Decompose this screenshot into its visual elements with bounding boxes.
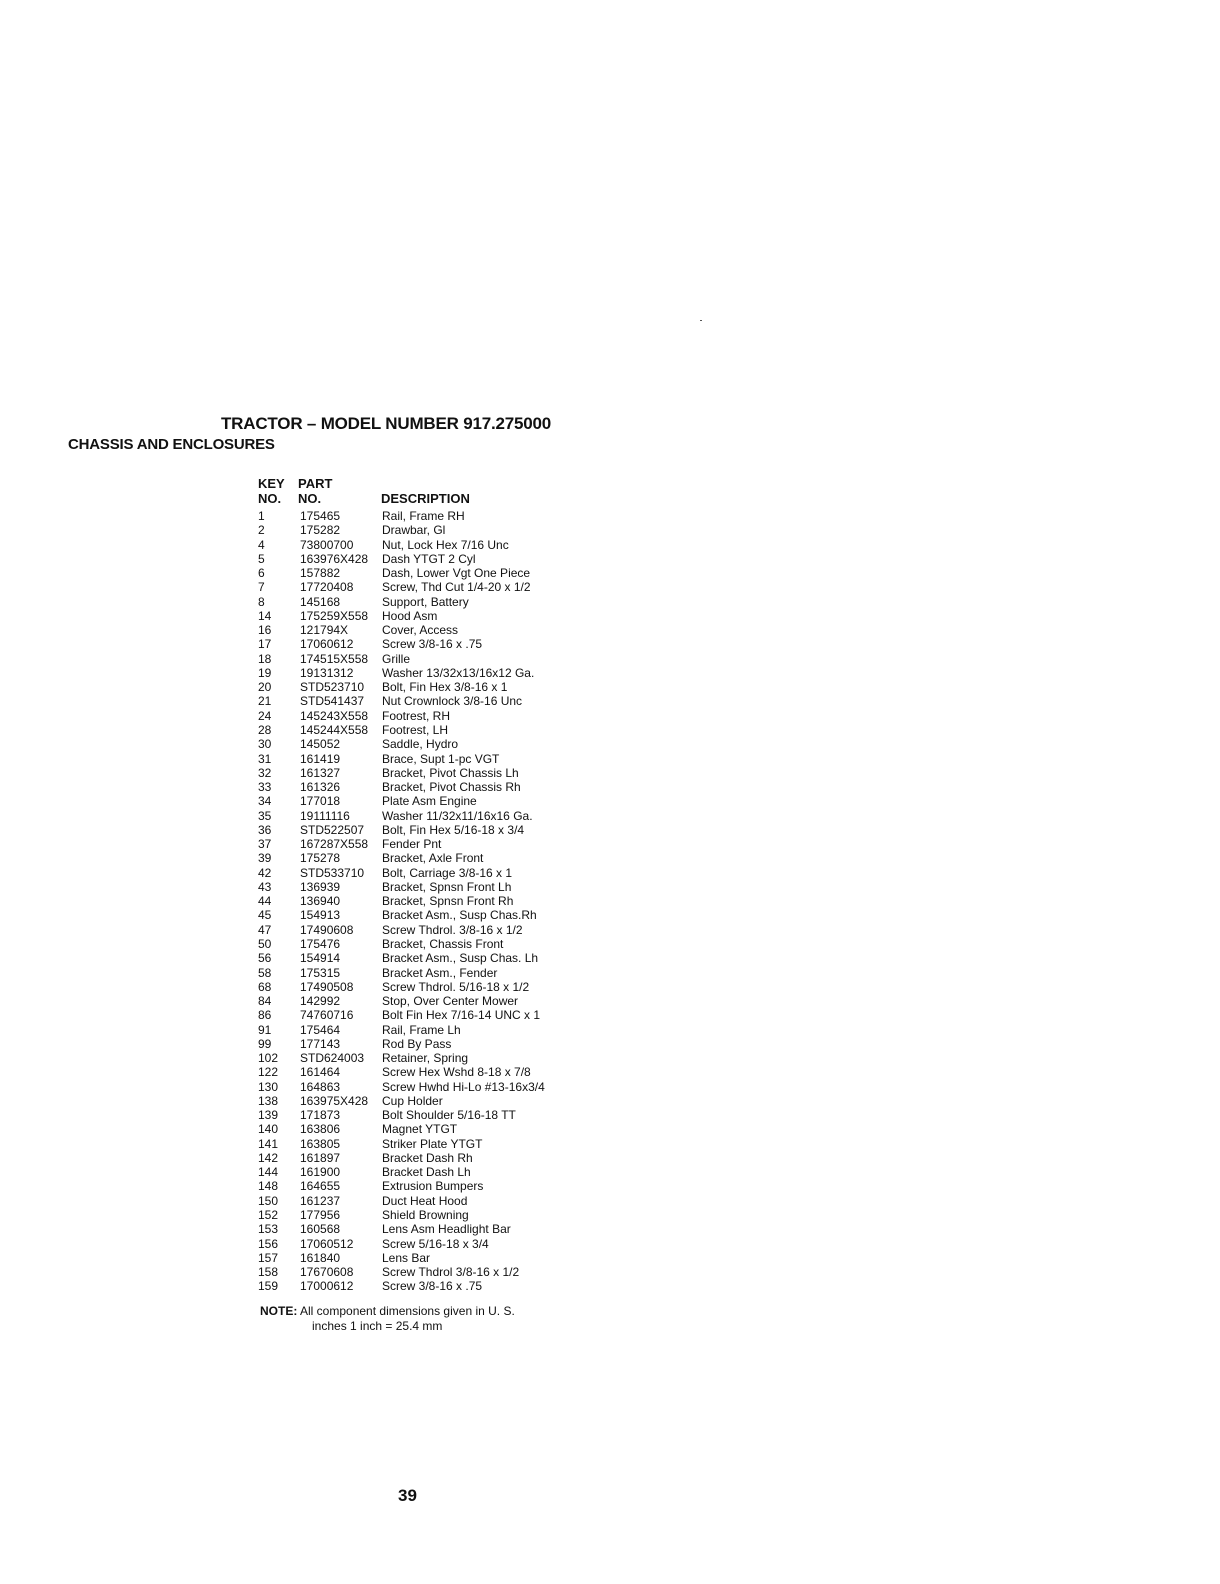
key-no: 35 xyxy=(258,808,272,823)
key-no: 37 xyxy=(258,837,272,852)
part-no: 177018 xyxy=(300,794,341,809)
part-no: 175278 xyxy=(300,851,341,866)
description: Dash, Lower Vgt One Piece xyxy=(382,566,531,581)
description: Screw 3/8-16 x .75 xyxy=(382,637,483,652)
part-no: 73800700 xyxy=(300,537,354,552)
part-no: 175476 xyxy=(300,936,341,951)
description: Footrest, LH xyxy=(382,722,449,737)
description: Cover, Access xyxy=(382,623,459,638)
part-no: 161464 xyxy=(300,1065,341,1080)
description: Extrusion Bumpers xyxy=(382,1179,484,1194)
key-no: 45 xyxy=(258,908,272,923)
key-no: 130 xyxy=(258,1079,279,1094)
key-no: 152 xyxy=(258,1208,279,1223)
key-no: 24 xyxy=(258,708,272,723)
key-no: 4 xyxy=(258,537,265,552)
part-no: 160568 xyxy=(300,1222,341,1237)
key-no: 36 xyxy=(258,822,272,837)
description: Bracket Dash Lh xyxy=(382,1165,471,1180)
description: Bracket Asm., Susp Chas.Rh xyxy=(382,908,537,923)
note-label: NOTE: xyxy=(260,1304,298,1318)
part-no: 17490608 xyxy=(300,922,354,937)
description: Duct Heat Hood xyxy=(382,1193,468,1208)
header-key-line1: KEY xyxy=(258,476,285,491)
key-no: 6 xyxy=(258,566,265,581)
note-line1: All component dimensions given in U. S. xyxy=(300,1304,515,1318)
description: Washer 13/32x13/16x12 Ga. xyxy=(382,665,535,680)
part-no: 161419 xyxy=(300,751,341,766)
header-description: DESCRIPTION xyxy=(381,491,470,506)
header-key-line2: NO. xyxy=(258,491,282,506)
key-no: 156 xyxy=(258,1236,279,1251)
key-no: 91 xyxy=(258,1022,272,1037)
description: Screw 5/16-18 x 3/4 xyxy=(382,1236,489,1251)
description: Screw 3/8-16 x .75 xyxy=(382,1279,483,1294)
key-no: 144 xyxy=(258,1165,279,1180)
header-part-line2: NO. xyxy=(298,491,322,506)
key-no: 122 xyxy=(258,1065,279,1080)
description: Lens Asm Headlight Bar xyxy=(382,1222,511,1237)
part-no: 17060612 xyxy=(300,637,354,652)
description: Support, Battery xyxy=(382,594,469,609)
description: Bolt, Fin Hex 5/16-18 x 3/4 xyxy=(382,822,525,837)
key-no: 39 xyxy=(258,851,272,866)
key-no: 140 xyxy=(258,1122,279,1137)
part-no: 163805 xyxy=(300,1136,341,1151)
part-no: 177956 xyxy=(300,1208,341,1223)
part-no: 163806 xyxy=(300,1122,341,1137)
part-no: 175282 xyxy=(300,523,341,538)
part-no: 121794X xyxy=(300,623,349,638)
description: Drawbar, Gl xyxy=(382,523,446,538)
description: Nut, Lock Hex 7/16 Unc xyxy=(382,537,509,552)
description: Lens Bar xyxy=(382,1250,431,1265)
part-no: STD523710 xyxy=(300,680,365,695)
key-no: 19 xyxy=(258,665,272,680)
key-no: 5 xyxy=(258,551,265,566)
key-no: 158 xyxy=(258,1265,279,1280)
key-no: 33 xyxy=(258,780,272,795)
key-no: 34 xyxy=(258,794,272,809)
description: Bracket Asm., Susp Chas. Lh xyxy=(382,951,539,966)
part-no: 174515X558 xyxy=(300,651,369,666)
description: Bracket, Spnsn Front Rh xyxy=(382,894,514,909)
part-no: 17000612 xyxy=(300,1279,354,1294)
part-no: 171873 xyxy=(300,1108,341,1123)
part-no: 17720408 xyxy=(300,580,354,595)
section-heading: CHASSIS AND ENCLOSURES xyxy=(68,436,275,453)
description: Nut Crownlock 3/8-16 Unc xyxy=(382,694,523,709)
description: Bracket, Spnsn Front Lh xyxy=(382,879,512,894)
scan-speck xyxy=(700,320,702,321)
key-no: 157 xyxy=(258,1250,279,1265)
part-no: 136940 xyxy=(300,894,341,909)
description: Rod By Pass xyxy=(382,1036,452,1051)
description: Screw Thdrol. 3/8-16 x 1/2 xyxy=(382,922,523,937)
part-no: 145052 xyxy=(300,737,341,752)
key-no: 153 xyxy=(258,1222,279,1237)
description: Bolt Fin Hex 7/16-14 UNC x 1 xyxy=(382,1008,541,1023)
description: Grille xyxy=(382,651,411,666)
description: Screw Thdrol 3/8-16 x 1/2 xyxy=(382,1265,520,1280)
description: Bracket Dash Rh xyxy=(382,1150,473,1165)
key-no: 32 xyxy=(258,765,272,780)
part-no: 163976X428 xyxy=(300,551,369,566)
part-no: STD541437 xyxy=(300,694,365,709)
key-no: 31 xyxy=(258,751,272,766)
description: Bolt Shoulder 5/16-18 TT xyxy=(382,1108,516,1123)
key-no: 16 xyxy=(258,623,272,638)
description: Fender Pnt xyxy=(382,837,442,852)
description: Screw, Thd Cut 1/4-20 x 1/2 xyxy=(382,580,531,595)
part-no: 164655 xyxy=(300,1179,341,1194)
key-no: 7 xyxy=(258,580,265,595)
description: Hood Asm xyxy=(382,608,438,623)
key-no: 2 xyxy=(258,523,265,538)
key-no: 43 xyxy=(258,879,272,894)
key-no: 44 xyxy=(258,894,272,909)
key-no: 99 xyxy=(258,1036,272,1051)
note-line2: inches 1 inch = 25.4 mm xyxy=(312,1319,443,1333)
part-no: 161900 xyxy=(300,1165,341,1180)
part-no: 161326 xyxy=(300,780,341,795)
description: Shield Browning xyxy=(382,1208,469,1223)
description: Screw Thdrol. 5/16-18 x 1/2 xyxy=(382,979,530,994)
description: Retainer, Spring xyxy=(382,1051,469,1066)
description: Washer 11/32x11/16x16 Ga. xyxy=(382,808,533,823)
key-no: 20 xyxy=(258,680,272,695)
key-no: 56 xyxy=(258,951,272,966)
part-no: 175315 xyxy=(300,965,341,980)
key-no: 68 xyxy=(258,979,272,994)
part-no: STD533710 xyxy=(300,865,365,880)
part-no: 17060512 xyxy=(300,1236,354,1251)
key-no: 42 xyxy=(258,865,272,880)
page-title: TRACTOR – MODEL NUMBER 917.275000 xyxy=(221,414,552,433)
part-no: 19131312 xyxy=(300,665,354,680)
part-no: 17490508 xyxy=(300,979,354,994)
description: Bracket Asm., Fender xyxy=(382,965,498,980)
key-no: 17 xyxy=(258,637,272,652)
part-no: 175259X558 xyxy=(300,608,369,623)
part-no: 175464 xyxy=(300,1022,341,1037)
key-no: 141 xyxy=(258,1136,279,1151)
part-no: 154913 xyxy=(300,908,341,923)
description: Cup Holder xyxy=(382,1093,443,1108)
key-no: 139 xyxy=(258,1108,279,1123)
key-no: 142 xyxy=(258,1150,279,1165)
key-no: 28 xyxy=(258,722,272,737)
key-no: 21 xyxy=(258,694,272,709)
key-no: 148 xyxy=(258,1179,279,1194)
key-no: 1 xyxy=(258,509,265,523)
key-no: 138 xyxy=(258,1093,279,1108)
header-part-line1: PART xyxy=(298,476,333,491)
key-no: 18 xyxy=(258,651,272,666)
description: Rail, Frame RH xyxy=(382,509,465,523)
description: Bracket, Pivot Chassis Rh xyxy=(382,780,521,795)
part-no: 145168 xyxy=(300,594,341,609)
description: Bracket, Axle Front xyxy=(382,851,484,866)
part-no: STD522507 xyxy=(300,822,365,837)
part-no: 161327 xyxy=(300,765,341,780)
part-no: 164863 xyxy=(300,1079,341,1094)
description: Brace, Supt 1-pc VGT xyxy=(382,751,500,766)
part-no: 142992 xyxy=(300,994,341,1009)
key-no: 159 xyxy=(258,1279,279,1294)
part-no: STD624003 xyxy=(300,1051,365,1066)
part-no: 157882 xyxy=(300,566,341,581)
key-no: 58 xyxy=(258,965,272,980)
description: Dash YTGT 2 Cyl xyxy=(382,551,476,566)
part-no: 19111116 xyxy=(300,808,350,823)
page-number: 39 xyxy=(398,1486,417,1505)
key-no: 14 xyxy=(258,608,272,623)
key-no: 50 xyxy=(258,936,272,951)
part-no: 145243X558 xyxy=(300,708,369,723)
key-no: 8 xyxy=(258,594,265,609)
description: Screw Hwhd Hi-Lo #13-16x3/4 xyxy=(382,1079,545,1094)
part-no: 17670608 xyxy=(300,1265,354,1280)
description: Plate Asm Engine xyxy=(382,794,477,809)
part-no: 161897 xyxy=(300,1150,341,1165)
description: Rail, Frame Lh xyxy=(382,1022,461,1037)
key-no: 47 xyxy=(258,922,272,937)
description: Stop, Over Center Mower xyxy=(382,994,519,1009)
part-no: 161237 xyxy=(300,1193,341,1208)
part-no: 145244X558 xyxy=(300,722,369,737)
part-no: 167287X558 xyxy=(300,837,369,852)
description: Bracket, Pivot Chassis Lh xyxy=(382,765,519,780)
part-no: 163975X428 xyxy=(300,1093,369,1108)
note xyxy=(260,1304,515,1333)
part-no: 74760716 xyxy=(300,1008,354,1023)
key-no: 30 xyxy=(258,737,272,752)
part-no: 154914 xyxy=(300,951,341,966)
description: Magnet YTGT xyxy=(382,1122,458,1137)
key-no: 86 xyxy=(258,1008,272,1023)
description: Bolt, Carriage 3/8-16 x 1 xyxy=(382,865,513,880)
part-no: 136939 xyxy=(300,879,341,894)
key-no: 84 xyxy=(258,994,272,1009)
description: Saddle, Hydro xyxy=(382,737,459,752)
description: Footrest, RH xyxy=(382,708,451,723)
description: Striker Plate YTGT xyxy=(382,1136,483,1151)
description: Screw Hex Wshd 8-18 x 7/8 xyxy=(382,1065,531,1080)
description: Bracket, Chassis Front xyxy=(382,936,504,951)
key-no: 150 xyxy=(258,1193,279,1208)
part-no: 177143 xyxy=(300,1036,341,1051)
key-no: 102 xyxy=(258,1051,279,1066)
description: Bolt, Fin Hex 3/8-16 x 1 xyxy=(382,680,508,695)
part-no: 161840 xyxy=(300,1250,341,1265)
part-no: 175465 xyxy=(300,509,341,523)
